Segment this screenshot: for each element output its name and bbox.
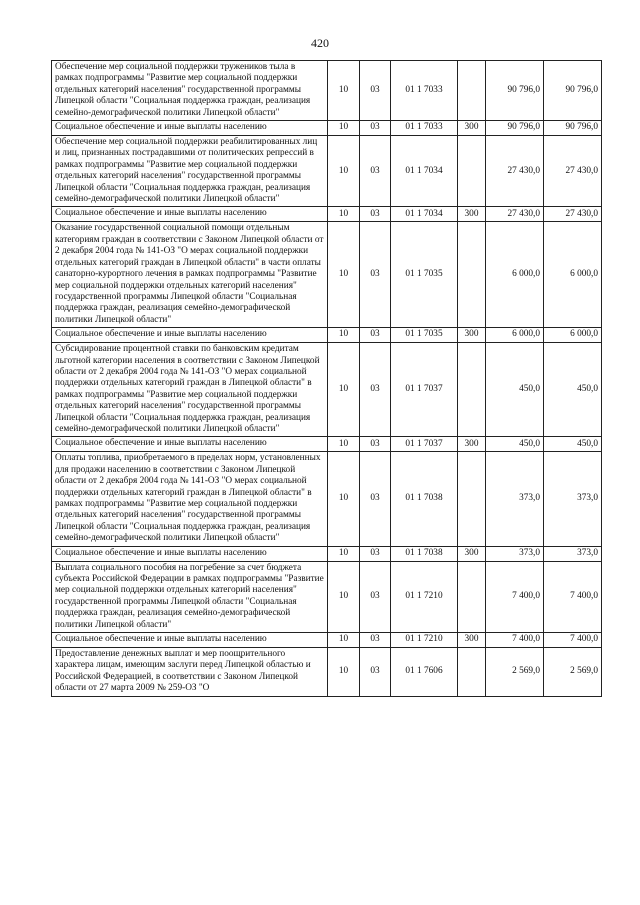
expense-type-cell: 300 xyxy=(458,546,486,561)
expense-type-cell xyxy=(458,452,486,546)
expense-type-cell xyxy=(458,343,486,437)
value-year1-cell: 90 796,0 xyxy=(486,121,544,136)
value-year2-cell: 2 569,0 xyxy=(544,648,602,697)
value-year1-cell: 373,0 xyxy=(486,452,544,546)
description-cell: Социальное обеспечение и иные выплаты населению xyxy=(52,546,328,561)
target-code-cell: 01 1 7034 xyxy=(391,207,458,222)
section-cell: 10 xyxy=(328,121,360,136)
value-year2-cell: 90 796,0 xyxy=(544,61,602,121)
value-year1-cell: 27 430,0 xyxy=(486,207,544,222)
value-year1-cell: 7 400,0 xyxy=(486,633,544,648)
subsection-cell: 03 xyxy=(360,328,391,343)
target-code-cell: 01 1 7606 xyxy=(391,648,458,697)
table-row xyxy=(52,121,602,136)
table-row xyxy=(52,136,602,207)
expense-type-cell xyxy=(458,222,486,328)
target-code-cell: 01 1 7035 xyxy=(391,328,458,343)
table-row xyxy=(52,633,602,648)
expense-type-cell: 300 xyxy=(458,121,486,136)
value-year1-cell: 6 000,0 xyxy=(486,328,544,343)
value-year2-cell: 7 400,0 xyxy=(544,633,602,648)
value-year1-cell: 2 569,0 xyxy=(486,648,544,697)
subsection-cell: 03 xyxy=(360,561,391,632)
expense-type-cell: 300 xyxy=(458,207,486,222)
value-year1-cell: 7 400,0 xyxy=(486,561,544,632)
section-cell: 10 xyxy=(328,633,360,648)
description-cell: Оплаты топлива, приобретаемого в пределах норм, установленных для продажи населению в соответствии с Законом Липецкой области от 2 декабря 2004 года № 141-ОЗ "О мерах социальной поддержки отдельных категорий граждан в Липецкой области" в рамках подпрограммы "Развитие мер социальной поддержки отдельных категорий населения" государственной программы Липецкой области "Социальная поддержка граждан, реализация семейно-демографической политики Липецкой области" xyxy=(52,452,328,546)
value-year1-cell: 27 430,0 xyxy=(486,136,544,207)
subsection-cell: 03 xyxy=(360,343,391,437)
expense-type-cell xyxy=(458,136,486,207)
description-cell: Социальное обеспечение и иные выплаты населению xyxy=(52,207,328,222)
description-cell: Социальное обеспечение и иные выплаты населению xyxy=(52,121,328,136)
value-year2-cell: 27 430,0 xyxy=(544,207,602,222)
table-row xyxy=(52,207,602,222)
budget-table-body xyxy=(52,61,602,697)
value-year2-cell: 450,0 xyxy=(544,343,602,437)
section-cell: 10 xyxy=(328,328,360,343)
expense-type-cell: 300 xyxy=(458,633,486,648)
section-cell: 10 xyxy=(328,343,360,437)
subsection-cell: 03 xyxy=(360,61,391,121)
target-code-cell: 01 1 7210 xyxy=(391,633,458,648)
section-cell: 10 xyxy=(328,437,360,452)
expense-type-cell xyxy=(458,61,486,121)
page-number: 420 xyxy=(311,36,329,50)
table-row xyxy=(52,343,602,437)
expense-type-cell: 300 xyxy=(458,437,486,452)
subsection-cell: 03 xyxy=(360,452,391,546)
table-row xyxy=(52,648,602,697)
description-cell: Субсидирование процентной ставки по банковским кредитам льготной категории населения в соответствии с Законом Липецкой области от 2 декабря 2004 года № 141-ОЗ "О мерах социальной поддержки отдельных категорий граждан в Липецкой области" в рамках подпрограммы "Развитие мер социальной поддержки отдельных категорий населения" государственной программы Липецкой области "Социальная поддержка граждан, реализация семейно-демографической политики Липецкой области" xyxy=(52,343,328,437)
target-code-cell: 01 1 7210 xyxy=(391,561,458,632)
section-cell: 10 xyxy=(328,648,360,697)
value-year1-cell: 450,0 xyxy=(486,437,544,452)
description-cell: Предоставление денежных выплат и мер поощрительного характера лицам, имеющим заслуги перед Липецкой областью и Российской Федерацией, в соответствии с Законом Липецкой области от 27 марта 2009 № 259-ОЗ "О xyxy=(52,648,328,697)
table-row xyxy=(52,437,602,452)
section-cell: 10 xyxy=(328,452,360,546)
subsection-cell: 03 xyxy=(360,648,391,697)
target-code-cell: 01 1 7038 xyxy=(391,546,458,561)
subsection-cell: 03 xyxy=(360,437,391,452)
target-code-cell: 01 1 7034 xyxy=(391,136,458,207)
value-year2-cell: 373,0 xyxy=(544,546,602,561)
expense-type-cell xyxy=(458,561,486,632)
subsection-cell: 03 xyxy=(360,546,391,561)
table-row xyxy=(52,452,602,546)
description-cell: Обеспечение мер социальной поддержки тружеников тыла в рамках подпрограммы "Развитие мер социальной поддержки отдельных категорий населения" государственной программы Липецкой области "Социальная поддержка граждан, реализация семейно-демографической политики Липецкой области" xyxy=(52,61,328,121)
target-code-cell: 01 1 7038 xyxy=(391,452,458,546)
value-year2-cell: 7 400,0 xyxy=(544,561,602,632)
section-cell: 10 xyxy=(328,546,360,561)
expense-type-cell: 300 xyxy=(458,328,486,343)
table-row xyxy=(52,328,602,343)
target-code-cell: 01 1 7035 xyxy=(391,222,458,328)
target-code-cell: 01 1 7033 xyxy=(391,121,458,136)
description-cell: Социальное обеспечение и иные выплаты населению xyxy=(52,437,328,452)
subsection-cell: 03 xyxy=(360,136,391,207)
value-year1-cell: 450,0 xyxy=(486,343,544,437)
value-year2-cell: 373,0 xyxy=(544,452,602,546)
subsection-cell: 03 xyxy=(360,207,391,222)
value-year1-cell: 6 000,0 xyxy=(486,222,544,328)
section-cell: 10 xyxy=(328,561,360,632)
subsection-cell: 03 xyxy=(360,121,391,136)
description-cell: Выплата социального пособия на погребение за счет бюджета субъекта Российской Федерации в рамках подпрограммы "Развитие мер социальной поддержки отдельных категорий населения" государственной программы Липецкой области "Социальная поддержка граждан, реализация семейно-демографической политики Липецкой области" xyxy=(52,561,328,632)
subsection-cell: 03 xyxy=(360,633,391,648)
target-code-cell: 01 1 7033 xyxy=(391,61,458,121)
section-cell: 10 xyxy=(328,61,360,121)
value-year2-cell: 6 000,0 xyxy=(544,222,602,328)
expense-type-cell xyxy=(458,648,486,697)
value-year2-cell: 90 796,0 xyxy=(544,121,602,136)
table-row xyxy=(52,561,602,632)
description-cell: Социальное обеспечение и иные выплаты населению xyxy=(52,328,328,343)
table-row xyxy=(52,222,602,328)
target-code-cell: 01 1 7037 xyxy=(391,343,458,437)
description-cell: Социальное обеспечение и иные выплаты населению xyxy=(52,633,328,648)
value-year1-cell: 373,0 xyxy=(486,546,544,561)
table-row xyxy=(52,546,602,561)
budget-table xyxy=(51,60,602,697)
description-cell: Обеспечение мер социальной поддержки реабилитированных лиц и лиц, признанных пострадавшими от политических репрессий в рамках подпрограммы "Развитие мер социальной поддержки отдельных категорий населения" государственной программы Липецкой области "Социальная поддержка граждан, реализация семейно-демографической политики Липецкой области" xyxy=(52,136,328,207)
section-cell: 10 xyxy=(328,207,360,222)
section-cell: 10 xyxy=(328,136,360,207)
target-code-cell: 01 1 7037 xyxy=(391,437,458,452)
section-cell: 10 xyxy=(328,222,360,328)
value-year2-cell: 6 000,0 xyxy=(544,328,602,343)
value-year2-cell: 27 430,0 xyxy=(544,136,602,207)
description-cell: Оказание государственной социальной помощи отдельным категориям граждан в соответствии с Законом Липецкой области от 2 декабря 2004 года № 141-ОЗ "О мерах социальной поддержки отдельных категорий граждан в Липецкой области" в части оплаты санаторно-курортного лечения в рамках подпрограммы "Развитие мер социальной поддержки отдельных категорий населения" государственной программы Липецкой области "Социальная поддержка граждан, реализация семейно-демографической политики Липецкой области" xyxy=(52,222,328,328)
value-year2-cell: 450,0 xyxy=(544,437,602,452)
subsection-cell: 03 xyxy=(360,222,391,328)
value-year1-cell: 90 796,0 xyxy=(486,61,544,121)
table-row xyxy=(52,61,602,121)
